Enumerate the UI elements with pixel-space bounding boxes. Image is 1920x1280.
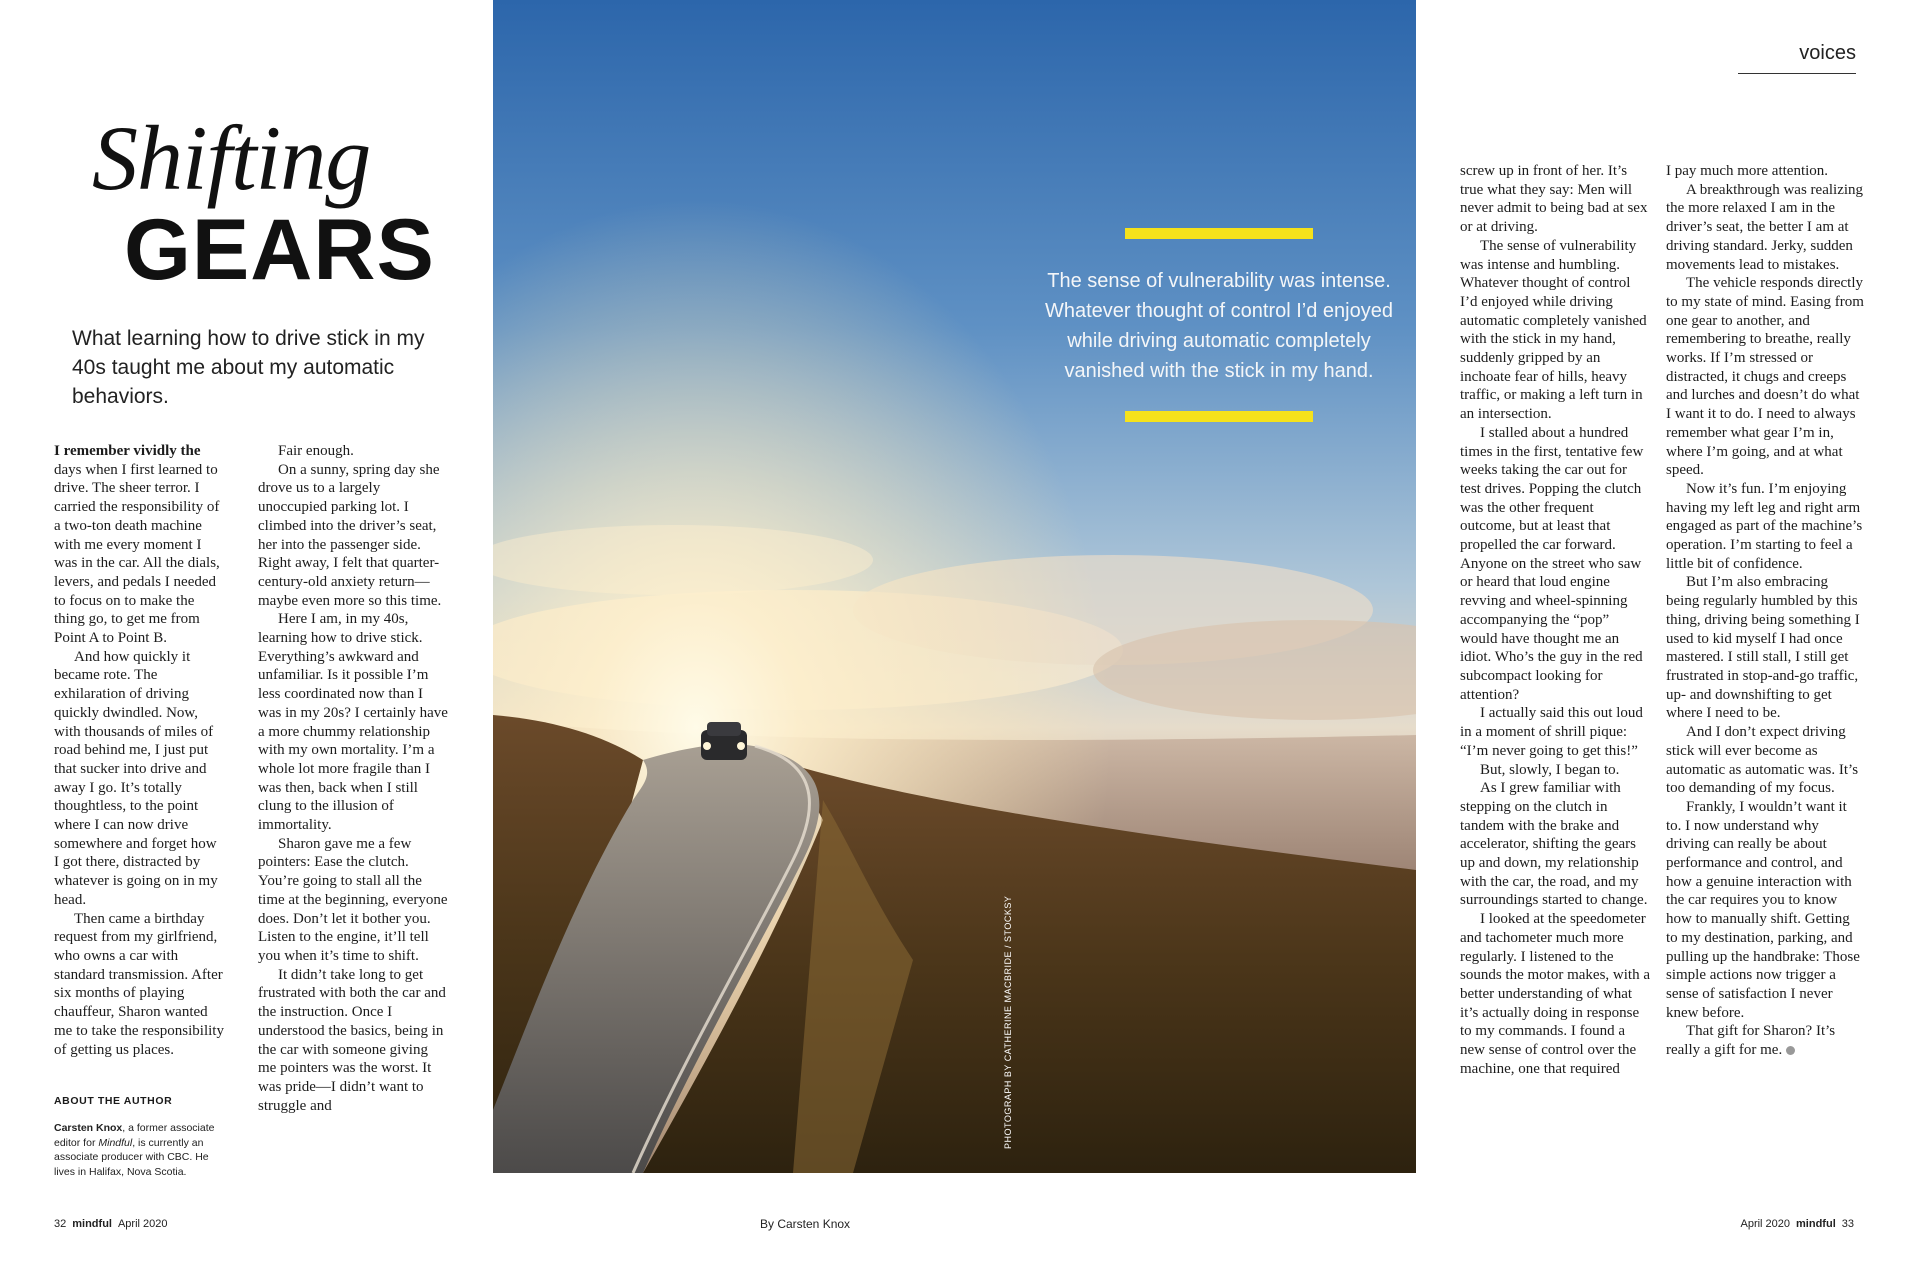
deck-subtitle: What learning how to drive stick in my 40s taught me about my automatic behaviors. bbox=[72, 327, 425, 408]
body-paragraph: I actually said this out loud in a moment of shrill pique: “I’m never going to get this!” bbox=[1460, 705, 1643, 759]
body-paragraph: I looked at the speedometer and tachometer much more regularly. I listened to the sounds the motor makes, with a better understanding of what it’s actually doing in response to my commands. I found a new sense of control over the machine, one that required bbox=[1460, 911, 1650, 1077]
author-bio bbox=[54, 1121, 230, 1179]
photo-illustration bbox=[493, 0, 1416, 1173]
body-paragraph: On a sunny, spring day she drove us to a largely unoccupied parking lot. I climbed into the driver’s seat, her into the passenger side. Right away, I felt that quarter-century-old anxiety return—maybe even more so this time. bbox=[258, 461, 442, 609]
body-column-1 bbox=[54, 442, 224, 1059]
body-paragraph: A breakthrough was realizing the more relaxed I am in the driver’s seat, the better I am at driving standard. Jerky, sudden movements lead to mistakes. bbox=[1666, 181, 1864, 273]
body-paragraph: The vehicle responds directly to my state of mind. Easing from one gear to another, and remembering to breathe, really works. If I’m stressed or distracted, it chugs and creeps and lurches and doesn’t do what I want it to do. I need to always remember what gear I’m in, where I’m going, and at what speed. bbox=[1666, 275, 1864, 479]
body-paragraph: Fair enough. bbox=[278, 443, 354, 459]
photo-credit: PHOTOGRAPH BY CATHERINE MACBRIDE / STOCKSY bbox=[1003, 895, 1013, 1149]
body-paragraph: As I grew familiar with stepping on the clutch in tandem with the brake and accelerator, shifting the gears up and down, my relationship with the car, the road, and my surroundings started to change. bbox=[1460, 780, 1648, 909]
road-photo bbox=[493, 0, 1416, 1173]
body-paragraph: I pay much more attention. bbox=[1666, 163, 1829, 179]
issue-date: April 2020 bbox=[1740, 1218, 1791, 1230]
body-paragraph: But I’m also embracing being regularly humbled by this thing, driving being something I used to kid myself I had once mastered. I still stall, I still get frustrated in stop-and-go traffic, up- and downshifting to get where I need to be. bbox=[1666, 574, 1860, 722]
body-paragraph: And how quickly it became rote. The exhilaration of driving quickly dwindled. Now, with thousands of miles of road behind me, I just put that sucker into drive and away I go. It’s totally thoughtless, to the point where I can now drive somewhere and forget how I got there, distracted by whatever is going on in my head. bbox=[54, 648, 218, 908]
pull-quote-bar-top bbox=[1125, 228, 1313, 239]
byline: By Carsten Knox bbox=[760, 1217, 851, 1231]
lead-text: days when I first learned to drive. The sheer terror. I carried the responsibility of a two-ton death machine with me every moment I was in the car. All the dials, levers, and pedals I needed to focus on to make the thing go, to get me from Point A to Point B. bbox=[54, 461, 220, 647]
author-bio-pre: , a former associate editor for bbox=[54, 1122, 215, 1149]
end-mark-icon bbox=[1786, 1046, 1795, 1055]
section-tag: voices bbox=[1738, 42, 1856, 74]
body-paragraph: Then came a birthday request from my girlfriend, who owns a car with standard transmission. After six months of playing chauffeur, Sharon wanted me to take the responsibility of getting us places. bbox=[54, 910, 224, 1058]
magazine-name: mindful bbox=[72, 1218, 112, 1230]
body-paragraph: Frankly, I wouldn’t want it to. I now understand why driving can really be about performance and control, and how a genuine interaction with the car requires you to know how to manually shift. Getting to my destination, parking, and pulling up the handbrake: Those simple actions now trigger a sense of satisfaction I never knew before. bbox=[1666, 798, 1860, 1021]
footer-left bbox=[54, 1218, 168, 1230]
about-the-author bbox=[54, 1095, 230, 1179]
magazine-name: mindful bbox=[1796, 1218, 1836, 1230]
body-paragraph: I stalled about a hundred times in the first, tentative few weeks taking the car out for test drives. Popping the clutch was the other frequent outcome, but at least that propelled the car forward. Anyone on the street who saw or heard that loud engine revving and wheel-spinning accompanying the “pop” would have thought me an idiot. Who’s the guy in the red subcompact looking for attention? bbox=[1460, 424, 1644, 703]
body-paragraph: Now it’s fun. I’m enjoying having my left leg and right arm engaged as part of the machine’s operation. I’m starting to feel a little bit of confidence. bbox=[1666, 480, 1863, 572]
final-sentence: That gift for Sharon? It’s really a gift for me. bbox=[1666, 1023, 1836, 1059]
body-paragraph-final bbox=[1666, 1022, 1864, 1059]
author-publication: Mindful bbox=[98, 1136, 133, 1149]
body-paragraph bbox=[54, 442, 224, 648]
author-name: Carsten Knox bbox=[54, 1122, 123, 1134]
body-paragraph: And I don’t expect driving stick will ever become as automatic as automatic was. It’s too demanding of my focus. bbox=[1666, 724, 1859, 797]
headline-gears: GEARS bbox=[124, 202, 435, 298]
page-number-left: 32 bbox=[54, 1218, 67, 1230]
pull-quote: The sense of vulnerability was intense. Whatever thought of control I’d enjoyed while driving automatic completely vanished with the stick in my hand. bbox=[1045, 270, 1393, 382]
body-paragraph: But, slowly, I began to. bbox=[1480, 761, 1620, 778]
pull-quote-bar-bottom bbox=[1125, 411, 1313, 422]
author-bio-post: , is currently an associate producer with CBC. He lives in Halifax, Nova Scotia. bbox=[54, 1136, 209, 1178]
page-number-right: 33 bbox=[1841, 1218, 1854, 1230]
body-column-2 bbox=[258, 442, 448, 1115]
lead-in: I remember vividly the bbox=[54, 443, 201, 459]
body-paragraph: It didn’t take long to get frustrated with both the car and the instruction. Once I understood the basics, being in the car with someone giving me pointers was the worst. It was pride—I didn’t want to struggle and bbox=[258, 966, 446, 1114]
author-heading: ABOUT THE AUTHOR bbox=[54, 1095, 173, 1107]
body-column-3 bbox=[1460, 162, 1650, 1078]
issue-date: April 2020 bbox=[117, 1218, 168, 1230]
footer-right bbox=[1740, 1218, 1854, 1230]
body-paragraph: The sense of vulnerability was intense and humbling. Whatever thought of control I’d enjoyed while driving automatic completely vanished with the stick in my hand, suddenly gripped by an inchoate fear of hills, heavy traffic, or making a left turn in an intersection. bbox=[1460, 237, 1647, 423]
body-paragraph: Here I am, in my 40s, learning how to drive stick. Everything’s awkward and unfamiliar. Is it possible I’m less coordinated now than I was in my 20s? I certainly have a more chummy relationship with my own mortality. I’m a whole lot more fragile than I was then, back when I still clung to the illusion of immortality. bbox=[258, 611, 448, 834]
headline-shifting: Shifting bbox=[92, 107, 371, 209]
body-paragraph: screw up in front of her. It’s true what they say: Men will never admit to being bad at sex or at driving. bbox=[1460, 163, 1648, 236]
body-paragraph: Sharon gave me a few pointers: Ease the clutch. You’re going to stall all the time at the beginning, everyone does. Don’t let it bother you. Listen to the engine, it’ll tell you when it’s time to shift. bbox=[258, 835, 448, 964]
body-column-4 bbox=[1666, 162, 1864, 1060]
